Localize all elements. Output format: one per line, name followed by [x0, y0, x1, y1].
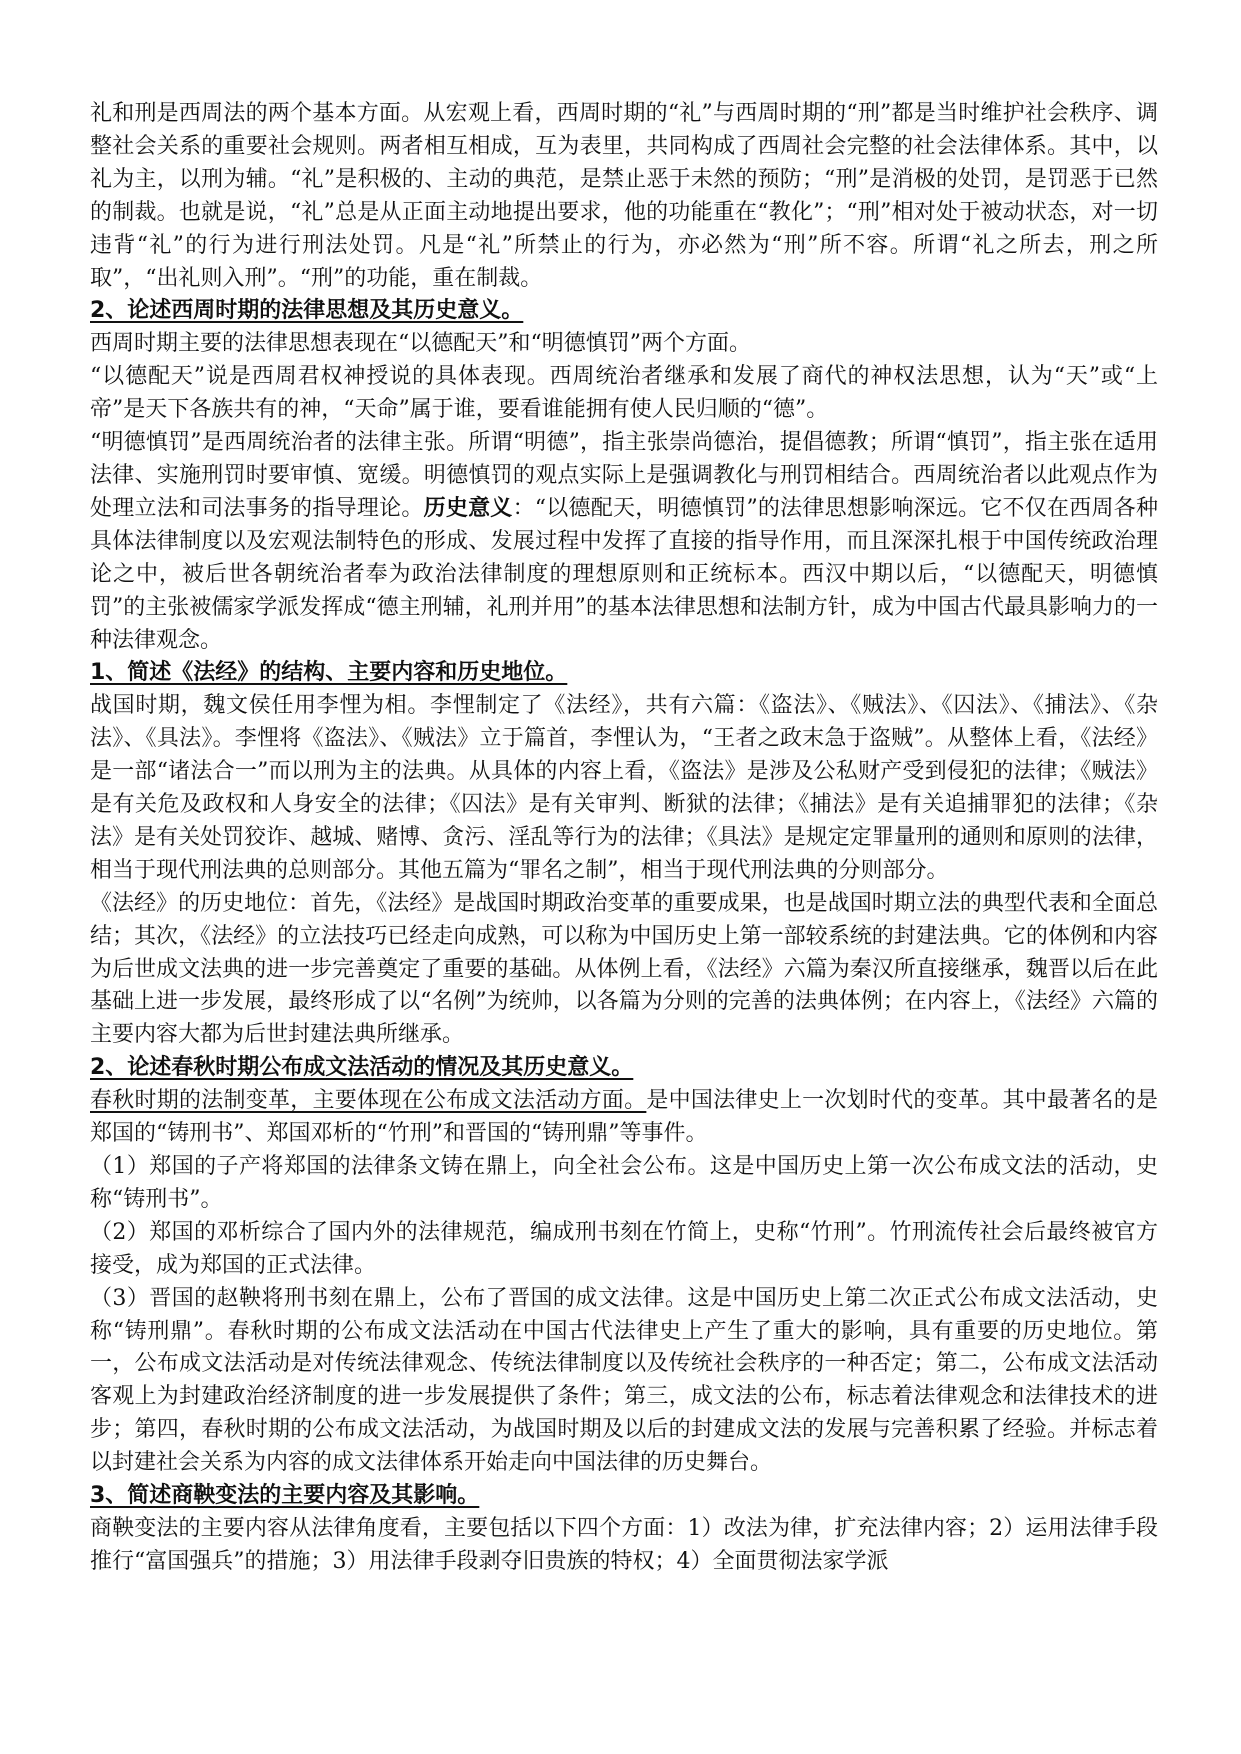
paragraph-ming-de-shen-fa	[90, 427, 1158, 657]
heading-xizhou-thought-text: 2、论述西周时期的法律思想及其历史意义。	[90, 298, 524, 324]
heading-shang-yang-text: 3、简述商鞅变法的主要内容及其影响。	[90, 1483, 480, 1509]
paragraph-shang-yang: 商鞅变法的主要内容从法律角度看，主要包括以下四个方面：1）改法为律，扩充法律内容；2）运用法律手段推行“富国强兵”的措施；3）用法律手段剥夺旧贵族的特权；4）全面贯彻法家学派	[90, 1515, 1158, 1574]
ming-de-text: “明德慎罚”是西周统治者的法律主张。所谓“明德”，指主张崇尚德治，提倡德教；所谓“慎罚”，指主张在适用法律、实施刑罚时要审慎、宽缓。明德慎罚的观点实际上是强调教化与刑罚相结合。西周统治者以此观点作为处理立法和司法事务的指导理论。	[90, 430, 1158, 521]
paragraph-xizhou-thought-intro: 西周时期主要的法律思想表现在“以德配天”和“明德慎罚”两个方面。	[90, 331, 751, 357]
paragraph-chunqiu-intro	[90, 1085, 1158, 1151]
historical-significance-label: 历史意义	[423, 495, 513, 521]
heading-fajing-text: 1、简述《法经》的结构、主要内容和历史地位。	[90, 660, 568, 686]
heading-chunqiu-law	[90, 1052, 1158, 1085]
paragraph-zhu-xing-shu: （1）郑国的子产将郑国的法律条文铸在鼎上，向全社会公布。这是中国历史上第一次公布成文法的活动，史称“铸刑书”。	[90, 1154, 1158, 1212]
paragraph-yi-de-pei-tian: “以德配天”说是西周君权神授说的具体表现。西周统治者继承和发展了商代的神权法思想，认为“天”或“上帝”是天下各族共有的神，“天命”属于谁，要看谁能拥有使人民归顺的“德”。	[90, 364, 1158, 423]
heading-shang-yang	[90, 1480, 1158, 1513]
chunqiu-intro-rest: 是中国法律史上一次划时代的变革。其中最著名的是郑国的“铸刑书”、郑国邓析的“竹刑”和晋国的“铸刑鼎”等事件。	[90, 1088, 1158, 1147]
paragraph-fajing-content: 战国时期，魏文侯任用李悝为相。李悝制定了《法经》，共有六篇：《盗法》、《贼法》、《囚法》、《捕法》、《杂法》、《具法》。李悝将《盗法》、《贼法》立于篇首，李悝认为，“王者之政末急于盗贼”。从整体上看，《法经》是一部“诸法合一”而以刑为主的法典。从具体的内容上看，《盗法》是涉及公私财产受到侵犯的法律；《贼法》是有关危及政权和人身安全的法律；《囚法》是有关审判、断狱的法律；《捕法》是有关追捕罪犯的法律；《杂法》是有关处罚狡诈、越城、赌博、贪污、淫乱等行为的法律；《具法》是规定定罪量刑的通则和原则的法律，相当于现代刑法典的总则部分。其他五篇为“罪名之制”，相当于现代刑法典的分则部分。	[90, 693, 1158, 883]
heading-chunqiu-law-text: 2、论述春秋时期公布成文法活动的情况及其历史意义。	[90, 1055, 634, 1081]
paragraph-zhu-xing: （2）郑国的邓析综合了国内外的法律规范，编成刑书刻在竹简上，史称“竹刑”。竹刑流传社会后最终被官方接受，成为郑国的正式法律。	[90, 1219, 1158, 1278]
paragraph-fajing-status: 《法经》的历史地位：首先，《法经》是战国时期政治变革的重要成果，也是战国时期立法的典型代表和全面总结；其次，《法经》的立法技巧已经走向成熟，可以称为中国历史上第一部较系统的封建法典。它的体例和内容为后世成文法典的进一步完善奠定了重要的基础。从体例上看，《法经》六篇为秦汉所直接继承，魏晋以后在此基础上进一步发展，最终形成了以“名例”为统帅，以各篇为分则的完善的法典体例；在内容上，《法经》六篇的主要内容大都为后世封建法典所继承。	[90, 890, 1158, 1048]
paragraph-li-xing: 礼和刑是西周法的两个基本方面。从宏观上看，西周时期的“礼”与西周时期的“刑”都是当时维护社会秩序、调整社会关系的重要社会规则。两者相互相成，互为表里，共同构成了西周社会完整的社会法律体系。其中，以礼为主，以刑为辅。“礼”是积极的、主动的典范，是禁止恶于未然的预防；“刑”是消极的处罚，是罚恶于已然的制裁。也就是说，“礼”总是从正面主动地提出要求，他的功能重在“教化”；“刑”相对处于被动状态，对一切违背“礼”的行为进行刑法处罚。凡是“礼”所禁止的行为，亦必然为“刑”所不容。所谓“礼之所去，刑之所取”，“出礼则入刑”。“刑”的功能，重在制裁。	[90, 101, 1158, 291]
heading-xizhou-thought	[90, 295, 1158, 328]
paragraph-zhu-xing-ding: （3）晋国的赵鞅将刑书刻在鼎上，公布了晋国的成文法律。这是中国历史上第二次正式公布成文法活动，史称“铸刑鼎”。春秋时期的公布成文法活动在中国古代法律史上产生了重大的影响，具有重要的历史地位。第一，公布成文法活动是对传统法律观念、传统法律制度以及传统社会秩序的一种否定；第二，公布成文法活动客观上为封建政治经济制度的进一步发展提供了条件；第三，成文法的公布，标志着法律观念和法律技术的进步；第四，春秋时期的公布成文法活动，为战国时期及以后的封建成文法的发展与完善积累了经验。并标志着以封建社会关系为内容的成文法律体系开始走向中国法律的历史舞台。	[90, 1285, 1158, 1476]
chunqiu-intro-underlined: 春秋时期的法制变革，主要体现在公布成文法活动方面。	[90, 1088, 647, 1114]
document-page	[90, 98, 1158, 1579]
heading-fajing	[90, 657, 1158, 690]
historical-significance-text: ：“以德配天，明德慎罚”的法律思想影响深远。它不仅在西周各种具体法律制度以及宏观法制特色的形成、发展过程中发挥了直接的指导作用，而且深深扎根于中国传统政治理论之中，被后世各朝统治者奉为政治法律制度的理想原则和正统标本。西汉中期以后，“以德配天，明德慎罚”的主张被儒家学派发挥成“德主刑辅，礼刑并用”的基本法律思想和法制方针，成为中国古代最具影响力的一种法律观念。	[90, 495, 1158, 653]
